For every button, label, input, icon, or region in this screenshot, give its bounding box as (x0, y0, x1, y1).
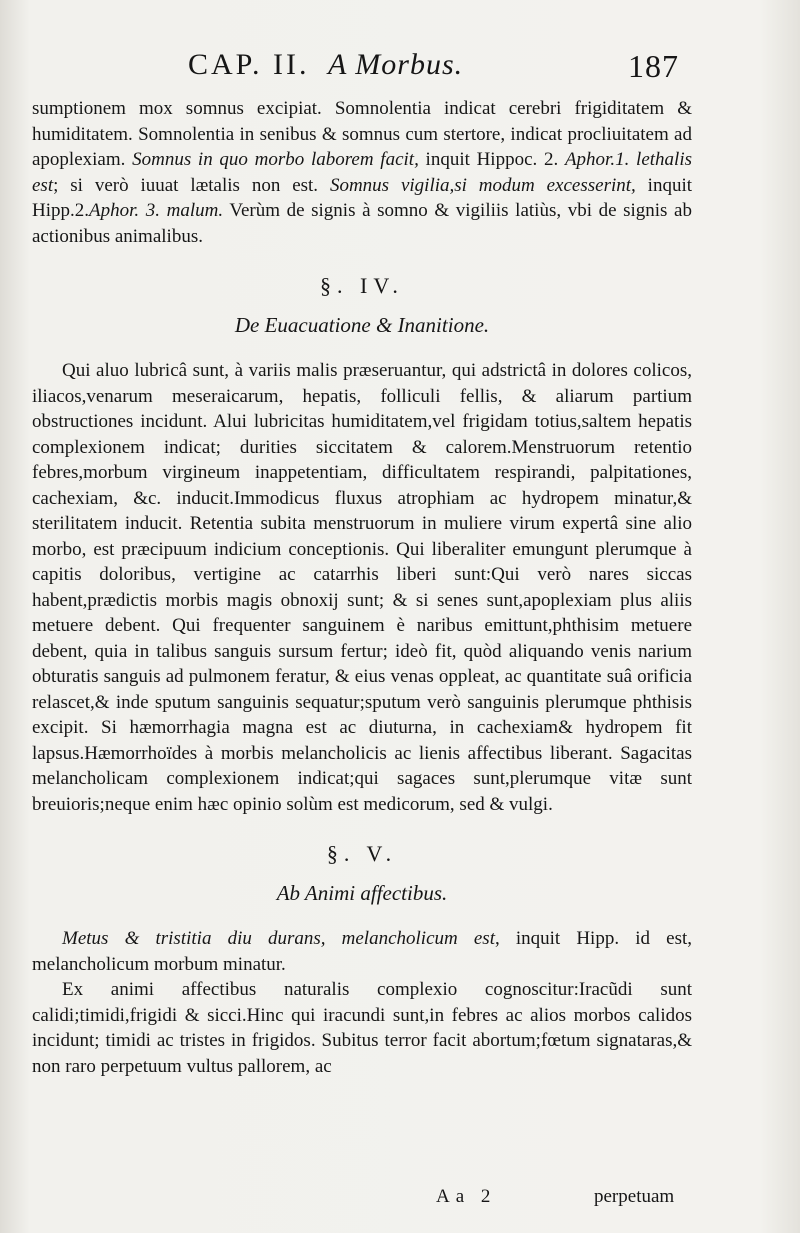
chapter-title: A Morbus. (328, 48, 464, 81)
running-head (188, 48, 463, 82)
signature-mark: Aa 2 (436, 1186, 497, 1207)
body-text (32, 96, 692, 1079)
citation-italic: Aphor.1. lethalis est (32, 149, 693, 196)
catchword: perpetuam (594, 1186, 675, 1207)
section-title-animi: Ab Animi affectibus. (276, 880, 448, 905)
text-span: Verùm de signis à somno & vigiliis latiùs, vbi de signis ab actionibus animalibus. (32, 200, 692, 247)
paragraph-affectibus: Ex animi affectibus naturalis complexio cognoscitur:Iracũdi sunt calidi;timidi,frigidi & sicci.Hinc qui iracundi sunt,in febres ac alios morbos calidos incidunt; timidi ac tristes in frigidos. Subitus terror facit abortum;fœtum signataras,& non raro perpetuum vultus pallorem, ac (32, 979, 692, 1077)
paragraph-euacuatione: Qui aluo lubricâ sunt, à variis malis præseruantur, qui adstrictâ in dolores colicos, iliacos,venarum meseraicarum, hepatis, folliculi fellis, & aliarum partium obstructiones incidunt. Alui lubricitas humiditatem,vel frigidam totius,saltem hepatis complexionem indicat; durities siccitatem & calorem.Menstruorum retentio febres,morbum virgineum inappetentiam, difficultatem respirandi, palpitationes, cachexiam, &c. inducit.Immodicus fluxus atrophiam ac hydropem minatur,& sterilitatem inducit. Retentia subita menstruorum in muliere virum expertâ sine alio morbo, est præcipuum indicium conceptionis. Qui liberaliter emungunt plerumque à capitis doloribus, vertigine ac catarrhis liberi sunt:Qui verò nares siccas habent,prædictis morbis magis obnoxij sunt; & si senes sunt,apoplexiam plus aliis metuere debent. Qui frequenter sanguinem è naribus emittunt,phthisim metuere debent, quia in talibus sanguis sursum fertur; ideò fit, quòd aliquando venis narium obturatis sanguis ad pulmonem feratur, & eius venas oppleat, ac quantitate suâ orificia relascet,& inde sputum sanguinis sequatur;sputum verò sanguinis plerumque phthisis excipit. Si hæmorrhagia magna est ac diuturna, in cachexiam& hydropem fit lapsus.Hæmorrhoïdes à morbis melancholicis ac lienis affectibus liberant. Sagacitas melancholicam complexionem indicat;qui sagaces sunt,plerumque vitæ sunt breuioris;neque enim hæc opinio solùm est medicorum, sed & vulgi. (32, 360, 692, 815)
chapter-label: CAP. II. (188, 48, 310, 81)
section-title-euacuatione: De Euacuatione & Inanitione. (234, 312, 490, 337)
page-footer (0, 1186, 800, 1216)
section-number-v: §. V. (326, 841, 398, 866)
page-number: 187 (628, 48, 679, 84)
quote-italic: Metus & tristitia diu durans, melancholicum est (62, 928, 495, 949)
text-span: , inquit Hipp. id est, melancholicum morbum minatur. (32, 928, 692, 975)
page-header (0, 48, 800, 88)
text-span: sumptionem mox somnus excipiat. Somnolentia indicat cerebri frigiditatem & humiditatem. Somnolentia in senibus & somnus cum stertore, indicat procliuitatem ad apoplexiam. (32, 98, 692, 170)
text-span: ; si verò iuuat lætalis non est. (53, 174, 330, 196)
paragraph-somnus (32, 96, 692, 249)
quote-italic: Somnus vigilia,si modum excesserint, (329, 174, 636, 196)
citation-italic: Aphor. 3. malum. (89, 200, 224, 221)
section-number-iv: §. IV. (320, 273, 404, 298)
text-span: inquit Hippoc. 2. (418, 149, 565, 170)
paragraph-metus (32, 926, 692, 977)
quote-italic: Somnus in quo morbo laborem facit, (132, 149, 419, 170)
text-span: inquit Hipp.2. (32, 174, 692, 221)
